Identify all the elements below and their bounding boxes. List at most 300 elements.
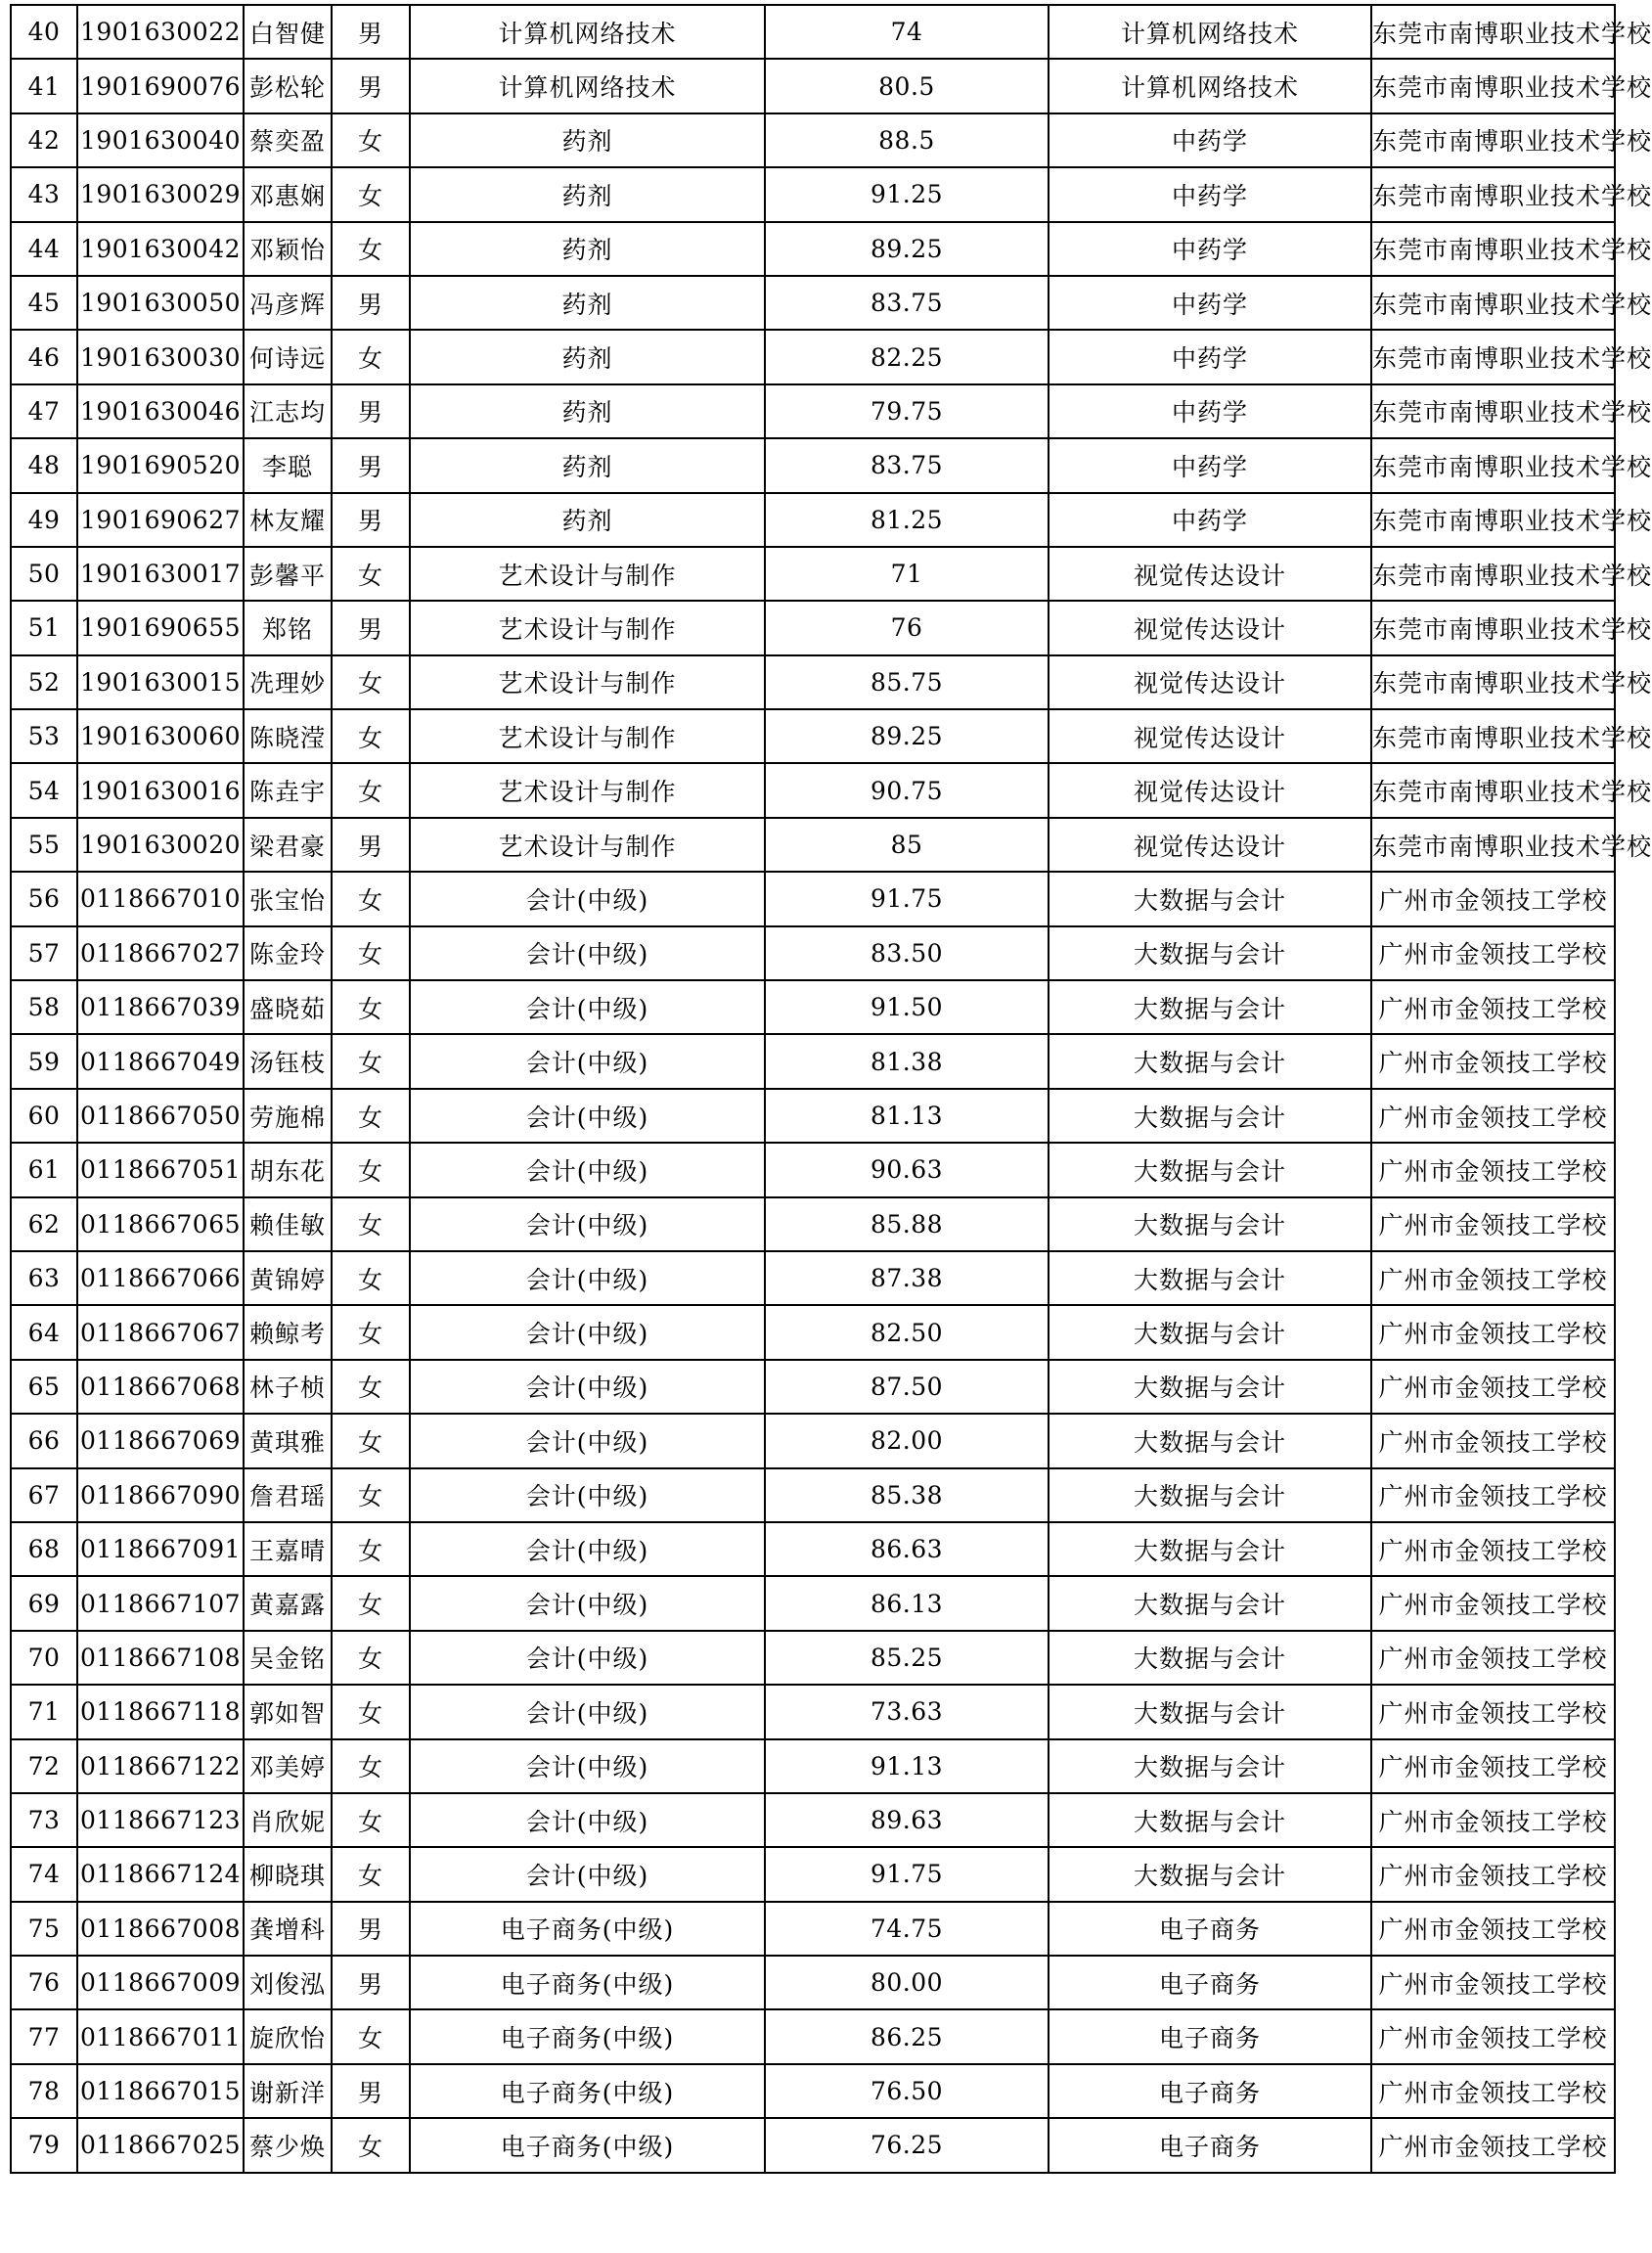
student-name-cell: 劳施棉 <box>244 1089 332 1143</box>
exam-id-cell: 0118667050 <box>77 1089 244 1143</box>
student-name-cell: 黄琪雅 <box>244 1414 332 1467</box>
row-number-cell: 51 <box>11 601 77 654</box>
student-name-cell: 盛晓茹 <box>244 980 332 1034</box>
exam-id-cell: 0118667068 <box>77 1360 244 1414</box>
major-cell: 艺术设计与制作 <box>410 763 765 817</box>
major-cell: 艺术设计与制作 <box>410 547 765 601</box>
school-cell: 广州市金领技工学校 <box>1371 1576 1615 1630</box>
school-cell: 广州市金领技工学校 <box>1371 1305 1615 1359</box>
score-cell: 83.50 <box>765 926 1049 980</box>
major-cell: 电子商务(中级) <box>410 2009 765 2063</box>
school-cell: 东莞市南博职业技术学校 <box>1371 5 1615 59</box>
exam-id-cell: 0118667027 <box>77 926 244 980</box>
score-cell: 83.75 <box>765 276 1049 330</box>
table-row <box>11 2064 1615 2118</box>
exam-id-cell: 1901630022 <box>77 5 244 59</box>
gender-cell: 女 <box>332 980 410 1034</box>
row-number-cell: 66 <box>11 1414 77 1467</box>
school-cell: 广州市金领技工学校 <box>1371 980 1615 1034</box>
major-cell: 会计(中级) <box>410 1143 765 1196</box>
exam-id-cell: 1901630017 <box>77 547 244 601</box>
score-cell: 85.38 <box>765 1468 1049 1522</box>
table-row <box>11 1522 1615 1576</box>
exam-id-cell: 0118667118 <box>77 1685 244 1738</box>
target-major-cell: 大数据与会计 <box>1049 980 1371 1034</box>
table-row <box>11 2118 1615 2172</box>
exam-id-cell: 0118667049 <box>77 1034 244 1088</box>
exam-id-cell: 0118667008 <box>77 1902 244 1956</box>
gender-cell: 女 <box>332 113 410 167</box>
major-cell: 会计(中级) <box>410 1251 765 1305</box>
student-name-cell: 李聪 <box>244 438 332 492</box>
row-number-cell: 44 <box>11 222 77 276</box>
student-name-cell: 詹君瑶 <box>244 1468 332 1522</box>
student-name-cell: 邓惠娴 <box>244 167 332 221</box>
table-row <box>11 113 1615 167</box>
score-cell: 83.75 <box>765 438 1049 492</box>
major-cell: 艺术设计与制作 <box>410 601 765 654</box>
major-cell: 会计(中级) <box>410 1034 765 1088</box>
major-cell: 会计(中级) <box>410 1089 765 1143</box>
table-row <box>11 763 1615 817</box>
row-number-cell: 48 <box>11 438 77 492</box>
gender-cell: 女 <box>332 1414 410 1467</box>
student-name-cell: 吴金铭 <box>244 1631 332 1685</box>
row-number-cell: 50 <box>11 547 77 601</box>
school-cell: 广州市金领技工学校 <box>1371 1089 1615 1143</box>
target-major-cell: 视觉传达设计 <box>1049 818 1371 872</box>
school-cell: 广州市金领技工学校 <box>1371 1197 1615 1251</box>
gender-cell: 女 <box>332 1197 410 1251</box>
major-cell: 会计(中级) <box>410 1360 765 1414</box>
student-name-cell: 赖佳敏 <box>244 1197 332 1251</box>
student-name-cell: 刘俊泓 <box>244 1956 332 2009</box>
major-cell: 药剂 <box>410 493 765 547</box>
student-name-cell: 邓颖怡 <box>244 222 332 276</box>
major-cell: 会计(中级) <box>410 1576 765 1630</box>
table-row <box>11 1739 1615 1793</box>
row-number-cell: 53 <box>11 709 77 763</box>
table-row <box>11 493 1615 547</box>
student-name-cell: 张宝怡 <box>244 872 332 925</box>
school-cell: 广州市金领技工学校 <box>1371 1468 1615 1522</box>
school-cell: 东莞市南博职业技术学校 <box>1371 59 1615 113</box>
table-row <box>11 276 1615 330</box>
exam-id-cell: 1901630060 <box>77 709 244 763</box>
gender-cell: 女 <box>332 330 410 383</box>
row-number-cell: 65 <box>11 1360 77 1414</box>
target-major-cell: 大数据与会计 <box>1049 1739 1371 1793</box>
gender-cell: 女 <box>332 709 410 763</box>
major-cell: 会计(中级) <box>410 1414 765 1467</box>
target-major-cell: 视觉传达设计 <box>1049 655 1371 709</box>
row-number-cell: 47 <box>11 384 77 438</box>
admission-list-sheet <box>10 4 1652 2174</box>
gender-cell: 女 <box>332 1468 410 1522</box>
row-number-cell: 71 <box>11 1685 77 1738</box>
row-number-cell: 40 <box>11 5 77 59</box>
row-number-cell: 60 <box>11 1089 77 1143</box>
exam-id-cell: 0118667011 <box>77 2009 244 2063</box>
major-cell: 会计(中级) <box>410 1739 765 1793</box>
student-name-cell: 柳晓琪 <box>244 1847 332 1901</box>
table-row <box>11 167 1615 221</box>
target-major-cell: 大数据与会计 <box>1049 1251 1371 1305</box>
target-major-cell: 电子商务 <box>1049 1902 1371 1956</box>
table-row <box>11 1956 1615 2009</box>
exam-id-cell: 0118667124 <box>77 1847 244 1901</box>
gender-cell: 男 <box>332 1956 410 2009</box>
score-cell: 85.75 <box>765 655 1049 709</box>
row-number-cell: 64 <box>11 1305 77 1359</box>
exam-id-cell: 1901630042 <box>77 222 244 276</box>
school-cell: 广州市金领技工学校 <box>1371 1847 1615 1901</box>
exam-id-cell: 1901690520 <box>77 438 244 492</box>
major-cell: 电子商务(中级) <box>410 1956 765 2009</box>
student-name-cell: 林友耀 <box>244 493 332 547</box>
exam-id-cell: 1901690627 <box>77 493 244 547</box>
major-cell: 药剂 <box>410 384 765 438</box>
target-major-cell: 中药学 <box>1049 438 1371 492</box>
row-number-cell: 69 <box>11 1576 77 1630</box>
target-major-cell: 中药学 <box>1049 113 1371 167</box>
exam-id-cell: 0118667051 <box>77 1143 244 1196</box>
gender-cell: 女 <box>332 547 410 601</box>
major-cell: 会计(中级) <box>410 1197 765 1251</box>
student-name-cell: 赖鲸考 <box>244 1305 332 1359</box>
school-cell: 东莞市南博职业技术学校 <box>1371 601 1615 654</box>
major-cell: 会计(中级) <box>410 926 765 980</box>
school-cell: 广州市金领技工学校 <box>1371 2064 1615 2118</box>
major-cell: 会计(中级) <box>410 1685 765 1738</box>
target-major-cell: 大数据与会计 <box>1049 1631 1371 1685</box>
major-cell: 会计(中级) <box>410 1847 765 1901</box>
exam-id-cell: 0118667067 <box>77 1305 244 1359</box>
major-cell: 计算机网络技术 <box>410 59 765 113</box>
student-name-cell: 蔡少焕 <box>244 2118 332 2172</box>
exam-id-cell: 0118667066 <box>77 1251 244 1305</box>
major-cell: 艺术设计与制作 <box>410 818 765 872</box>
school-cell: 东莞市南博职业技术学校 <box>1371 655 1615 709</box>
table-row <box>11 1305 1615 1359</box>
score-cell: 74 <box>765 5 1049 59</box>
table-row <box>11 655 1615 709</box>
target-major-cell: 视觉传达设计 <box>1049 601 1371 654</box>
gender-cell: 女 <box>332 1360 410 1414</box>
table-row <box>11 59 1615 113</box>
table-row <box>11 1468 1615 1522</box>
score-cell: 74.75 <box>765 1902 1049 1956</box>
gender-cell: 男 <box>332 438 410 492</box>
gender-cell: 女 <box>332 2118 410 2172</box>
exam-id-cell: 1901630015 <box>77 655 244 709</box>
student-name-cell: 江志均 <box>244 384 332 438</box>
row-number-cell: 73 <box>11 1793 77 1847</box>
school-cell: 东莞市南博职业技术学校 <box>1371 167 1615 221</box>
table-body <box>11 5 1652 2173</box>
student-name-cell: 冯彦辉 <box>244 276 332 330</box>
target-major-cell: 大数据与会计 <box>1049 1034 1371 1088</box>
row-number-cell: 67 <box>11 1468 77 1522</box>
score-cell: 76.25 <box>765 2118 1049 2172</box>
target-major-cell: 大数据与会计 <box>1049 1847 1371 1901</box>
row-number-cell: 54 <box>11 763 77 817</box>
gender-cell: 女 <box>332 1305 410 1359</box>
exam-id-cell: 0118667123 <box>77 1793 244 1847</box>
school-cell: 广州市金领技工学校 <box>1371 1793 1615 1847</box>
target-major-cell: 大数据与会计 <box>1049 1414 1371 1467</box>
gender-cell: 男 <box>332 601 410 654</box>
score-cell: 82.50 <box>765 1305 1049 1359</box>
major-cell: 药剂 <box>410 222 765 276</box>
exam-id-cell: 0118667091 <box>77 1522 244 1576</box>
target-major-cell: 大数据与会计 <box>1049 872 1371 925</box>
target-major-cell: 大数据与会计 <box>1049 1793 1371 1847</box>
gender-cell: 女 <box>332 1089 410 1143</box>
exam-id-cell: 0118667025 <box>77 2118 244 2172</box>
exam-id-cell: 1901690655 <box>77 601 244 654</box>
exam-id-cell: 0118667009 <box>77 1956 244 2009</box>
exam-id-cell: 0118667065 <box>77 1197 244 1251</box>
score-cell: 91.75 <box>765 872 1049 925</box>
row-number-cell: 76 <box>11 1956 77 2009</box>
exam-id-cell: 1901630046 <box>77 384 244 438</box>
table-row <box>11 2009 1615 2063</box>
school-cell: 广州市金领技工学校 <box>1371 1739 1615 1793</box>
table-row <box>11 709 1615 763</box>
school-cell: 广州市金领技工学校 <box>1371 926 1615 980</box>
exam-id-cell: 0118667108 <box>77 1631 244 1685</box>
table-row <box>11 1631 1615 1685</box>
row-number-cell: 77 <box>11 2009 77 2063</box>
target-major-cell: 视觉传达设计 <box>1049 763 1371 817</box>
score-cell: 79.75 <box>765 384 1049 438</box>
score-cell: 85.88 <box>765 1197 1049 1251</box>
student-name-cell: 冼理妙 <box>244 655 332 709</box>
target-major-cell: 中药学 <box>1049 330 1371 383</box>
gender-cell: 女 <box>332 872 410 925</box>
gender-cell: 女 <box>332 655 410 709</box>
gender-cell: 男 <box>332 818 410 872</box>
score-cell: 88.5 <box>765 113 1049 167</box>
table-row <box>11 1685 1615 1738</box>
exam-id-cell: 1901630016 <box>77 763 244 817</box>
gender-cell: 女 <box>332 1522 410 1576</box>
major-cell: 会计(中级) <box>410 1522 765 1576</box>
table-row <box>11 1902 1615 1956</box>
row-number-cell: 79 <box>11 2118 77 2172</box>
table-row <box>11 438 1615 492</box>
student-name-cell: 郑铭 <box>244 601 332 654</box>
gender-cell: 男 <box>332 2064 410 2118</box>
table-row <box>11 601 1615 654</box>
row-number-cell: 55 <box>11 818 77 872</box>
school-cell: 广州市金领技工学校 <box>1371 1685 1615 1738</box>
student-name-cell: 梁君豪 <box>244 818 332 872</box>
school-cell: 广州市金领技工学校 <box>1371 2118 1615 2172</box>
school-cell: 东莞市南博职业技术学校 <box>1371 276 1615 330</box>
target-major-cell: 大数据与会计 <box>1049 1685 1371 1738</box>
gender-cell: 女 <box>332 926 410 980</box>
row-number-cell: 42 <box>11 113 77 167</box>
student-name-cell: 何诗远 <box>244 330 332 383</box>
table-row <box>11 5 1615 59</box>
row-number-cell: 68 <box>11 1522 77 1576</box>
gender-cell: 女 <box>332 1251 410 1305</box>
school-cell: 广州市金领技工学校 <box>1371 1631 1615 1685</box>
exam-id-cell: 0118667122 <box>77 1739 244 1793</box>
score-cell: 89.25 <box>765 709 1049 763</box>
major-cell: 会计(中级) <box>410 1468 765 1522</box>
target-major-cell: 视觉传达设计 <box>1049 709 1371 763</box>
row-number-cell: 72 <box>11 1739 77 1793</box>
score-cell: 86.63 <box>765 1522 1049 1576</box>
major-cell: 会计(中级) <box>410 1793 765 1847</box>
gender-cell: 女 <box>332 222 410 276</box>
gender-cell: 女 <box>332 1576 410 1630</box>
gender-cell: 女 <box>332 1847 410 1901</box>
gender-cell: 男 <box>332 384 410 438</box>
exam-id-cell: 1901630029 <box>77 167 244 221</box>
gender-cell: 男 <box>332 5 410 59</box>
student-name-cell: 林子桢 <box>244 1360 332 1414</box>
student-name-cell: 白智健 <box>244 5 332 59</box>
score-cell: 91.50 <box>765 980 1049 1034</box>
score-cell: 87.38 <box>765 1251 1049 1305</box>
score-cell: 76.50 <box>765 2064 1049 2118</box>
row-number-cell: 70 <box>11 1631 77 1685</box>
target-major-cell: 计算机网络技术 <box>1049 5 1371 59</box>
table-row <box>11 1793 1615 1847</box>
target-major-cell: 大数据与会计 <box>1049 1089 1371 1143</box>
major-cell: 药剂 <box>410 438 765 492</box>
score-cell: 91.75 <box>765 1847 1049 1901</box>
school-cell: 东莞市南博职业技术学校 <box>1371 330 1615 383</box>
score-cell: 71 <box>765 547 1049 601</box>
exam-id-cell: 1901690076 <box>77 59 244 113</box>
score-cell: 90.75 <box>765 763 1049 817</box>
score-cell: 85.25 <box>765 1631 1049 1685</box>
school-cell: 广州市金领技工学校 <box>1371 1414 1615 1467</box>
target-major-cell: 电子商务 <box>1049 1956 1371 2009</box>
gender-cell: 女 <box>332 167 410 221</box>
table-row <box>11 222 1615 276</box>
target-major-cell: 大数据与会计 <box>1049 1305 1371 1359</box>
major-cell: 会计(中级) <box>410 1305 765 1359</box>
exam-id-cell: 0118667107 <box>77 1576 244 1630</box>
table-row <box>11 1576 1615 1630</box>
score-cell: 76 <box>765 601 1049 654</box>
gender-cell: 女 <box>332 1631 410 1685</box>
school-cell: 广州市金领技工学校 <box>1371 1251 1615 1305</box>
exam-id-cell: 0118667010 <box>77 872 244 925</box>
exam-id-cell: 1901630040 <box>77 113 244 167</box>
score-cell: 82.25 <box>765 330 1049 383</box>
student-name-cell: 王嘉晴 <box>244 1522 332 1576</box>
score-cell: 86.25 <box>765 2009 1049 2063</box>
gender-cell: 女 <box>332 763 410 817</box>
student-name-cell: 彭松轮 <box>244 59 332 113</box>
score-cell: 81.38 <box>765 1034 1049 1088</box>
target-major-cell: 大数据与会计 <box>1049 1143 1371 1196</box>
major-cell: 会计(中级) <box>410 980 765 1034</box>
score-cell: 73.63 <box>765 1685 1049 1738</box>
school-cell: 东莞市南博职业技术学校 <box>1371 384 1615 438</box>
target-major-cell: 中药学 <box>1049 384 1371 438</box>
student-name-cell: 旋欣怡 <box>244 2009 332 2063</box>
major-cell: 计算机网络技术 <box>410 5 765 59</box>
table-row <box>11 980 1615 1034</box>
target-major-cell: 视觉传达设计 <box>1049 547 1371 601</box>
gender-cell: 男 <box>332 1902 410 1956</box>
exam-id-cell: 0118667015 <box>77 2064 244 2118</box>
table-row <box>11 1251 1615 1305</box>
student-name-cell: 龚增科 <box>244 1902 332 1956</box>
row-number-cell: 74 <box>11 1847 77 1901</box>
score-cell: 91.25 <box>765 167 1049 221</box>
student-name-cell: 汤钰枝 <box>244 1034 332 1088</box>
school-cell: 广州市金领技工学校 <box>1371 872 1615 925</box>
major-cell: 会计(中级) <box>410 872 765 925</box>
school-cell: 东莞市南博职业技术学校 <box>1371 709 1615 763</box>
major-cell: 电子商务(中级) <box>410 2118 765 2172</box>
exam-id-cell: 1901630020 <box>77 818 244 872</box>
row-number-cell: 56 <box>11 872 77 925</box>
score-cell: 85 <box>765 818 1049 872</box>
major-cell: 艺术设计与制作 <box>410 655 765 709</box>
target-major-cell: 电子商务 <box>1049 2118 1371 2172</box>
exam-id-cell: 0118667039 <box>77 980 244 1034</box>
table-row <box>11 330 1615 383</box>
gender-cell: 男 <box>332 59 410 113</box>
student-name-cell: 陈垚宇 <box>244 763 332 817</box>
row-number-cell: 61 <box>11 1143 77 1196</box>
student-name-cell: 彭馨平 <box>244 547 332 601</box>
table-row <box>11 1197 1615 1251</box>
row-number-cell: 46 <box>11 330 77 383</box>
row-number-cell: 57 <box>11 926 77 980</box>
score-cell: 90.63 <box>765 1143 1049 1196</box>
school-cell: 广州市金领技工学校 <box>1371 1143 1615 1196</box>
row-number-cell: 75 <box>11 1902 77 1956</box>
exam-id-cell: 0118667090 <box>77 1468 244 1522</box>
score-cell: 80.5 <box>765 59 1049 113</box>
row-number-cell: 59 <box>11 1034 77 1088</box>
student-name-cell: 蔡奕盈 <box>244 113 332 167</box>
admission-table <box>10 4 1652 2174</box>
student-name-cell: 胡东花 <box>244 1143 332 1196</box>
exam-id-cell: 1901630050 <box>77 276 244 330</box>
table-row <box>11 547 1615 601</box>
row-number-cell: 45 <box>11 276 77 330</box>
table-row <box>11 1143 1615 1196</box>
exam-id-cell: 1901630030 <box>77 330 244 383</box>
target-major-cell: 计算机网络技术 <box>1049 59 1371 113</box>
student-name-cell: 郭如智 <box>244 1685 332 1738</box>
table-row <box>11 872 1615 925</box>
score-cell: 81.25 <box>765 493 1049 547</box>
score-cell: 87.50 <box>765 1360 1049 1414</box>
table-row <box>11 818 1615 872</box>
target-major-cell: 中药学 <box>1049 167 1371 221</box>
school-cell: 广州市金领技工学校 <box>1371 1522 1615 1576</box>
score-cell: 86.13 <box>765 1576 1049 1630</box>
school-cell: 广州市金领技工学校 <box>1371 1034 1615 1088</box>
school-cell: 广州市金领技工学校 <box>1371 1360 1615 1414</box>
table-row <box>11 1360 1615 1414</box>
target-major-cell: 电子商务 <box>1049 2064 1371 2118</box>
major-cell: 会计(中级) <box>410 1631 765 1685</box>
